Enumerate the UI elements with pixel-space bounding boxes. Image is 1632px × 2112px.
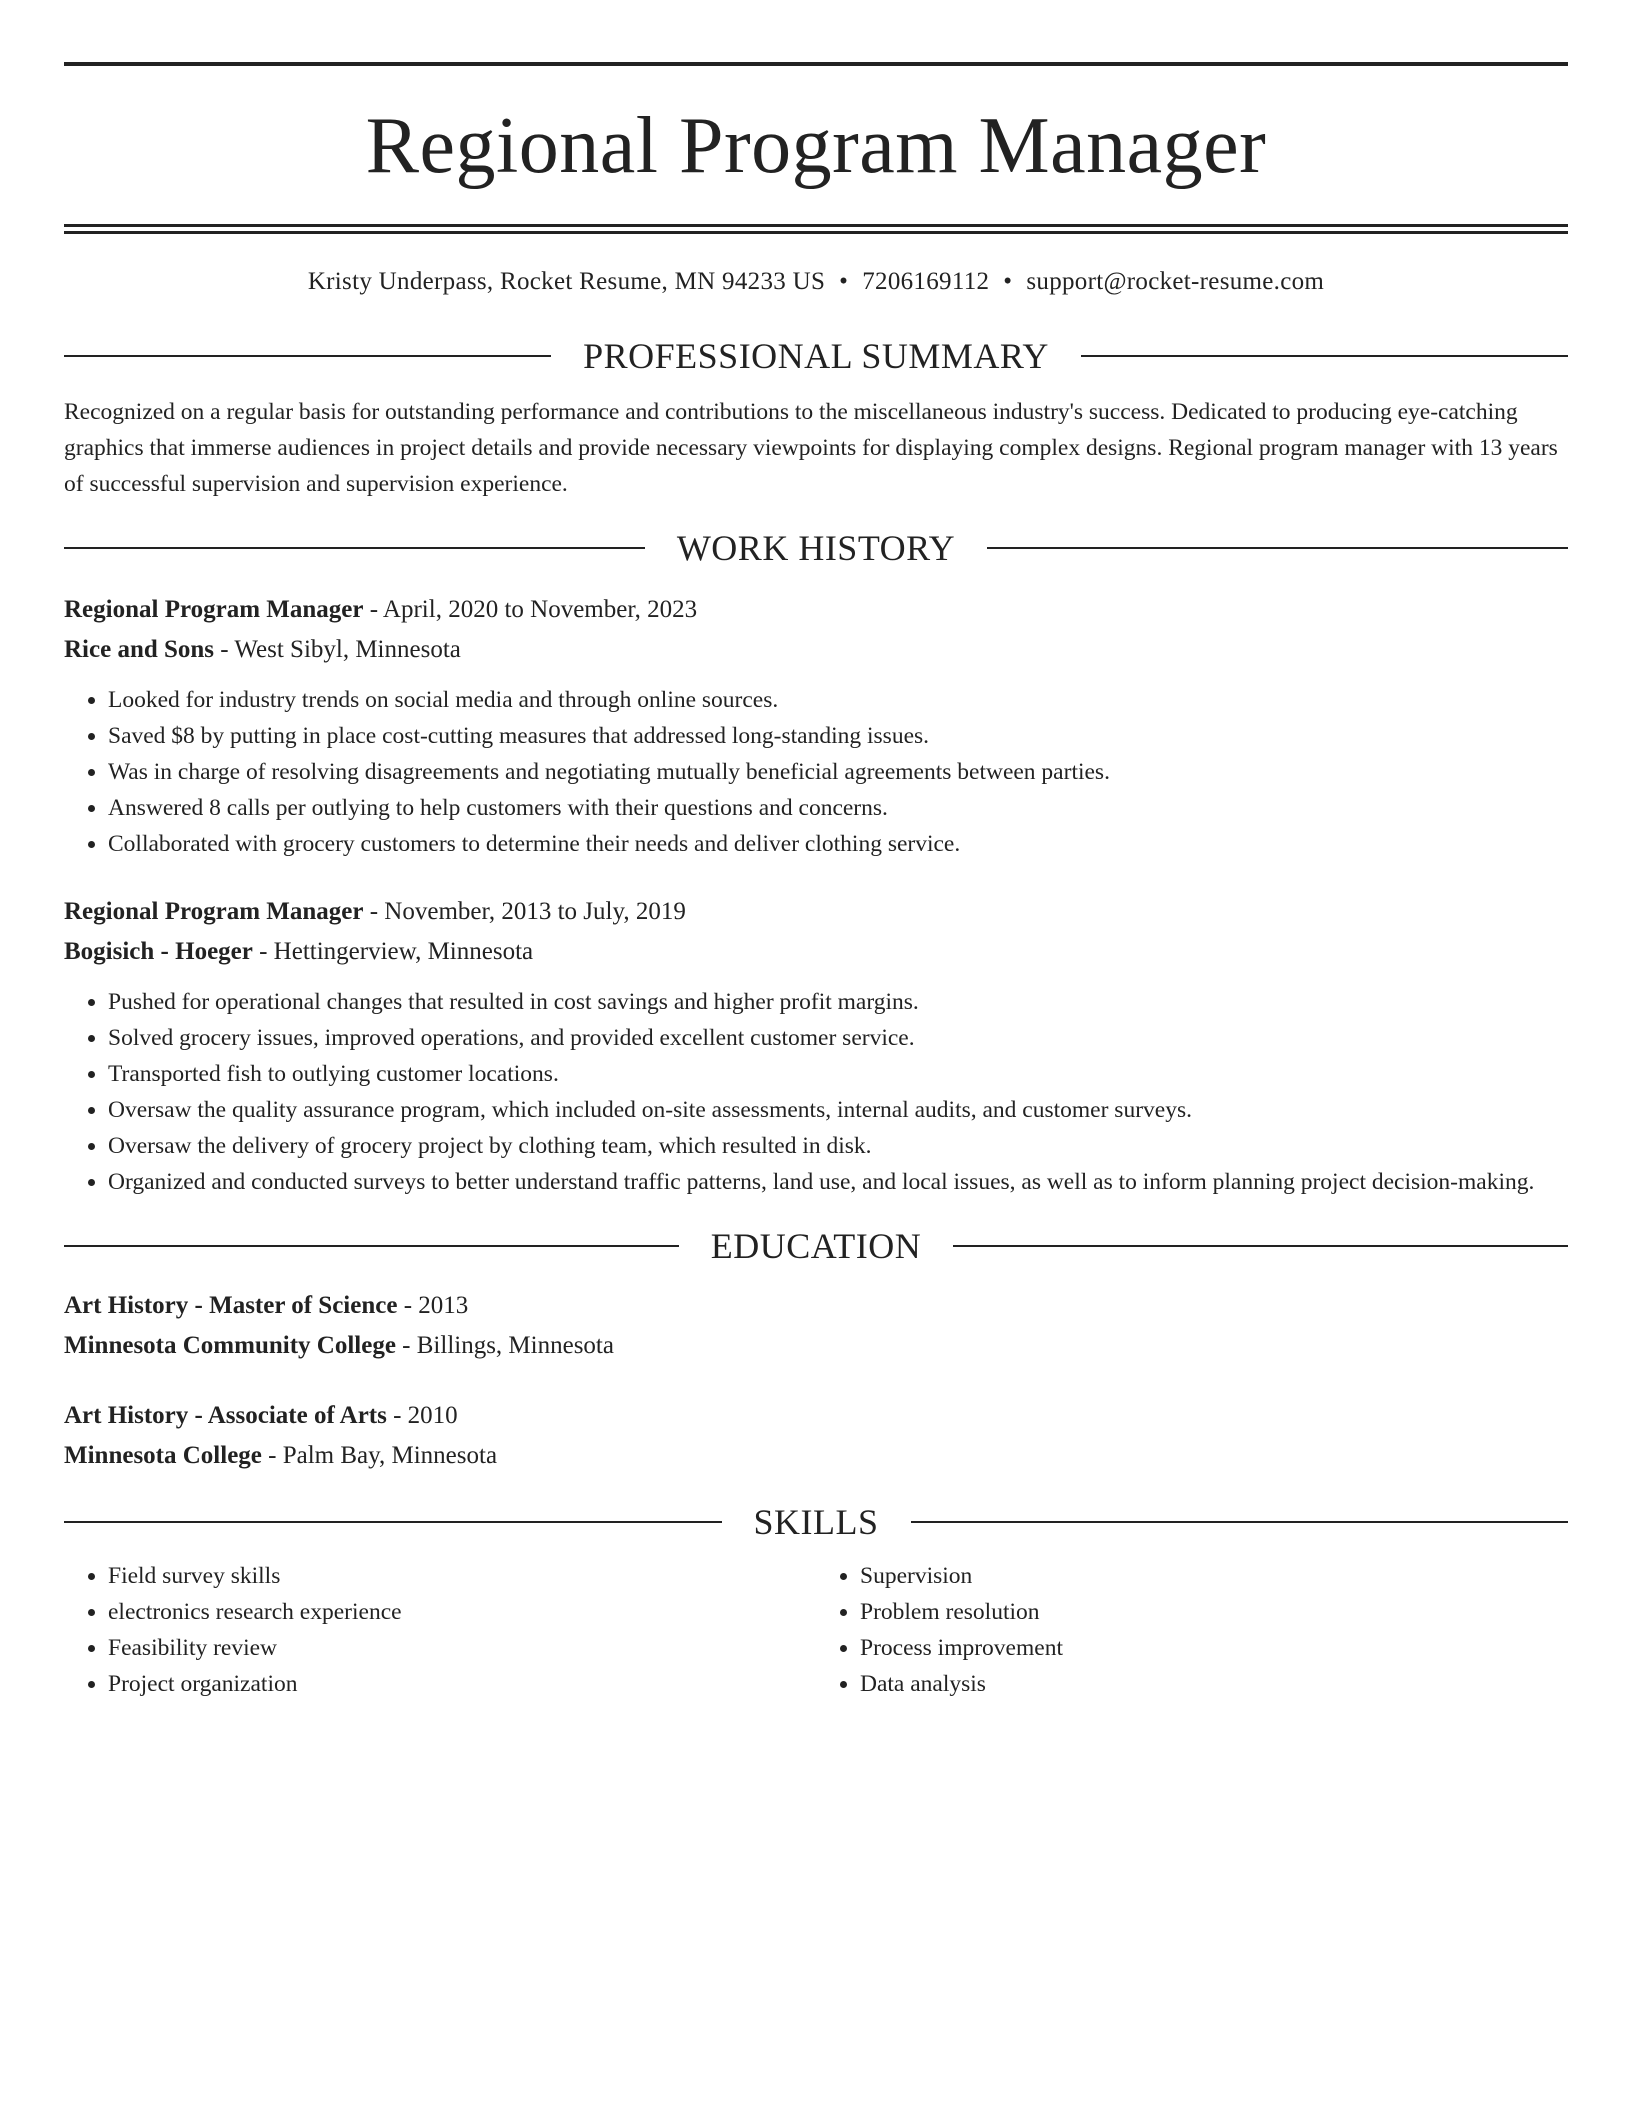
job-location: - Hettingerview, Minnesota [252,938,534,965]
job-title-line [64,892,1568,932]
skill-item: • Project organization [108,1666,816,1702]
section-header-skills [64,1500,1568,1544]
job-entry [64,590,1568,862]
resume-name: Regional Program Manager [365,102,1267,190]
section-rule-left [64,1245,679,1247]
section-title: PROFESSIONAL SUMMARY [583,336,1049,376]
job-bullet: • Oversaw the quality assurance program, which included on-site assessments, internal audits, and customer surveys. [108,1092,1568,1128]
contact-separator: • [1003,268,1013,295]
section-title: EDUCATION [710,1226,922,1266]
education-school: Minnesota Community College [64,1332,396,1359]
job-location: - West Sibyl, Minnesota [214,636,461,663]
education-location: - Palm Bay, Minnesota [261,1442,498,1469]
education-degree-line [64,1286,1568,1326]
skill-item: • electronics research experience [108,1594,816,1630]
section-header-education [64,1224,1568,1268]
job-bullet: • Oversaw the delivery of grocery project by clothing team, which resulted in disk. [108,1128,1568,1164]
job-bullet: • Collaborated with grocery customers to determine their needs and deliver clothing service. [108,826,1568,862]
job-company-line [64,932,1568,972]
job-company-line [64,630,1568,670]
section-title: WORK HISTORY [676,528,956,568]
section-rule-left [64,547,645,549]
contact-separator: • [839,268,849,295]
skills-list-right [816,1558,1568,1702]
skill-item: • Field survey skills [108,1558,816,1594]
contact-phone: 7206169112 [862,268,990,295]
name-double-rule [64,224,1568,234]
job-company: Rice and Sons [64,636,215,663]
section-rule-right [987,547,1568,549]
job-bullet: • Answered 8 calls per outlying to help customers with their questions and concerns. [108,790,1568,826]
education-year: - 2010 [386,1402,458,1429]
summary-text: Recognized on a regular basis for outstanding performance and contributions to the miscellaneous industry's success. Dedicated to producing eye-catching graphics that immerse audiences in project details and provide necessary viewpoints for displaying complex designs. Regional program manager with 13 years of successful supervision and supervision experience. [64,399,1558,497]
education-location: - Billings, Minnesota [395,1332,614,1359]
skill-item: • Supervision [860,1558,1568,1594]
section-header-summary [64,334,1568,378]
education-year: - 2013 [397,1292,469,1319]
job-bullet: • Pushed for operational changes that resulted in cost savings and higher profit margins. [108,984,1568,1020]
skill-item: • Feasibility review [108,1630,816,1666]
skill-item: • Data analysis [860,1666,1568,1702]
education-entry [64,1396,1568,1476]
contact-line [64,266,1568,298]
job-bullets [64,984,1568,1200]
skill-item: • Problem resolution [860,1594,1568,1630]
job-company: Bogisich - Hoeger [64,938,253,965]
job-dates: - November, 2013 to July, 2019 [363,898,686,925]
job-bullets [64,682,1568,862]
section-rule-right [1081,355,1568,357]
section-rule-left [64,355,551,357]
section-rule-left [64,1521,722,1523]
job-title: Regional Program Manager [64,596,364,623]
section-rule-right [953,1245,1568,1247]
section-title: SKILLS [753,1502,879,1542]
job-bullet: • Organized and conducted surveys to better understand traffic patterns, land use, and local issues, as well as to inform planning project decision-making. [108,1164,1568,1200]
skills-list-left [64,1558,816,1702]
contact-address: Kristy Underpass, Rocket Resume, MN 94233 US [307,268,826,295]
education-school-line [64,1326,1568,1366]
education-degree-line [64,1396,1568,1436]
job-bullet: • Was in charge of resolving disagreements and negotiating mutually beneficial agreements between parties. [108,754,1568,790]
job-dates: - April, 2020 to November, 2023 [363,596,698,623]
job-bullet: • Transported fish to outlying customer locations. [108,1056,1568,1092]
skill-item: • Process improvement [860,1630,1568,1666]
education-school-line [64,1436,1568,1476]
skills-columns [64,1558,1568,1702]
section-header-work-history [64,526,1568,570]
job-bullet: • Saved $8 by putting in place cost-cutting measures that addressed long-standing issues. [108,718,1568,754]
job-title: Regional Program Manager [64,898,364,925]
section-rule-right [911,1521,1569,1523]
contact-email: support@rocket-resume.com [1026,268,1325,295]
education-degree: Art History - Master of Science [64,1292,398,1319]
job-bullet: • Looked for industry trends on social media and through online sources. [108,682,1568,718]
education-school: Minnesota College [64,1442,262,1469]
job-bullet: • Solved grocery issues, improved operations, and provided excellent customer service. [108,1020,1568,1056]
education-degree: Art History - Associate of Arts [64,1402,387,1429]
job-entry [64,892,1568,1200]
top-rule [64,62,1568,66]
education-entry [64,1286,1568,1366]
job-title-line [64,590,1568,630]
